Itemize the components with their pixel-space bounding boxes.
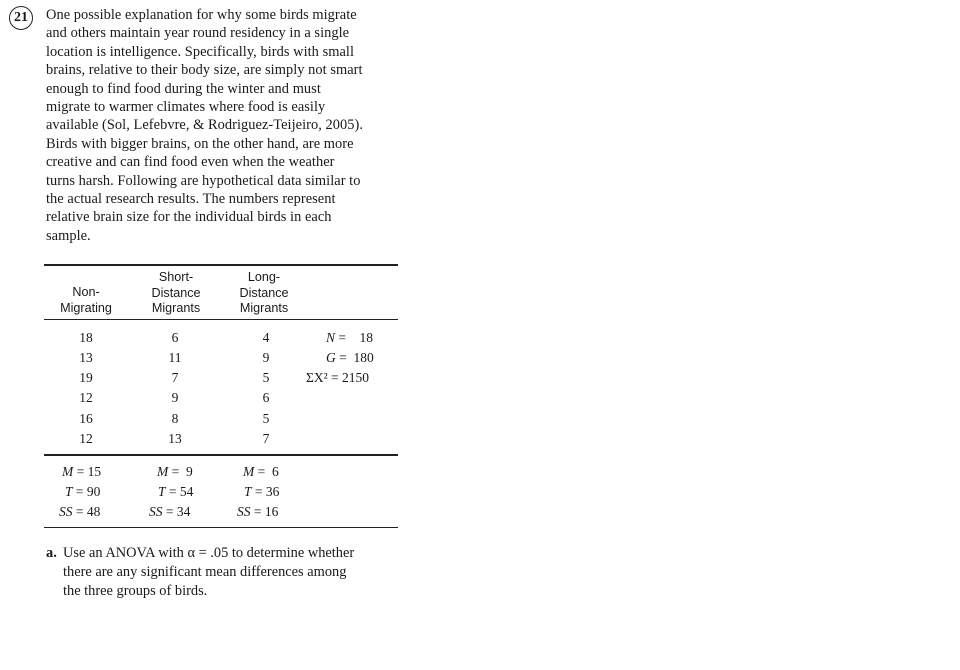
summary-total: T = 54 [158, 484, 194, 499]
paragraph-line: and others maintain year round residency in a single [46, 25, 350, 42]
paragraph-line: sample. [46, 227, 91, 244]
paragraph-line: One possible explanation for why some birds migrate [46, 7, 357, 23]
summary-total: T = 90 [65, 484, 101, 499]
stat-g: G = 180 [326, 350, 374, 365]
table-cell: 11 [168, 350, 182, 365]
table-cell: 7 [262, 431, 270, 446]
header-short-distance: Short- Distance Migrants [151, 270, 201, 315]
summary-mean: M = 9 [157, 464, 193, 479]
table-cell: 9 [262, 350, 270, 365]
table-cell: 5 [262, 370, 270, 385]
table-bottom-rule [44, 527, 398, 528]
paragraph-line: Birds with bigger brains, on the other hand, are more [46, 135, 354, 152]
table-cell: 12 [79, 390, 93, 405]
table-cell: 19 [79, 370, 93, 385]
question-a-label: a. [46, 545, 57, 561]
summary-ss: SS = 34 [149, 504, 191, 519]
paragraph-line: relative brain size for the individual birds in each [46, 209, 332, 226]
summary-mean: M = 15 [62, 464, 102, 479]
header-non-migrating: Non- Migrating [60, 285, 112, 315]
summary-total: T = 36 [244, 484, 280, 499]
table-cell: 12 [79, 431, 93, 446]
paragraph-line: location is intelligence. Specifically, birds with small [46, 43, 354, 60]
summary-mean: M = 6 [243, 464, 279, 479]
table-cell: 4 [262, 330, 270, 345]
paragraph-line: creative and can find food even when the weather [46, 154, 335, 171]
table-cell: 6 [171, 330, 179, 345]
question-line: Use an ANOVA with α = .05 to determine whether [63, 545, 355, 561]
table-cell: 5 [262, 411, 270, 426]
table-cell: 7 [171, 370, 179, 385]
paragraph-line: available (Sol, Lefebvre, & Rodriguez-Teijeiro, 2005). [46, 117, 363, 134]
table-cell: 18 [79, 330, 93, 345]
question-line: the three groups of birds. [63, 583, 208, 599]
table-top-rule [44, 264, 398, 266]
stat-sum-x-squared: ΣX² = 2150 [306, 370, 370, 385]
table-cell: 9 [171, 390, 179, 405]
paragraph-line: brains, relative to their body size, are simply not smart [46, 62, 363, 79]
table-cell: 16 [79, 411, 93, 426]
problem-paragraph [46, 6, 406, 245]
paragraph-line: migrate to warmer climates where food is easily [46, 99, 326, 116]
table-cell: 8 [171, 411, 179, 426]
paragraph-line: the actual research results. The numbers represent [46, 191, 336, 208]
paragraph-line: turns harsh. Following are hypothetical data similar to [46, 172, 361, 189]
stat-n: N = 18 [326, 330, 374, 345]
summary-ss: SS = 16 [237, 504, 279, 519]
question-a-text [63, 544, 354, 601]
question-line: there are any significant mean differences among [63, 564, 347, 580]
table-cell: 6 [262, 390, 270, 405]
table-cell: 13 [79, 350, 93, 365]
summary-ss: SS = 48 [59, 504, 101, 519]
header-long-distance: Long- Distance Migrants [239, 270, 289, 315]
table-cell: 13 [168, 431, 182, 446]
data-bottom-rule [44, 454, 398, 456]
header-rule [44, 319, 398, 320]
paragraph-line: enough to find food during the winter and must [46, 80, 321, 97]
problem-number: 21 [9, 6, 33, 30]
